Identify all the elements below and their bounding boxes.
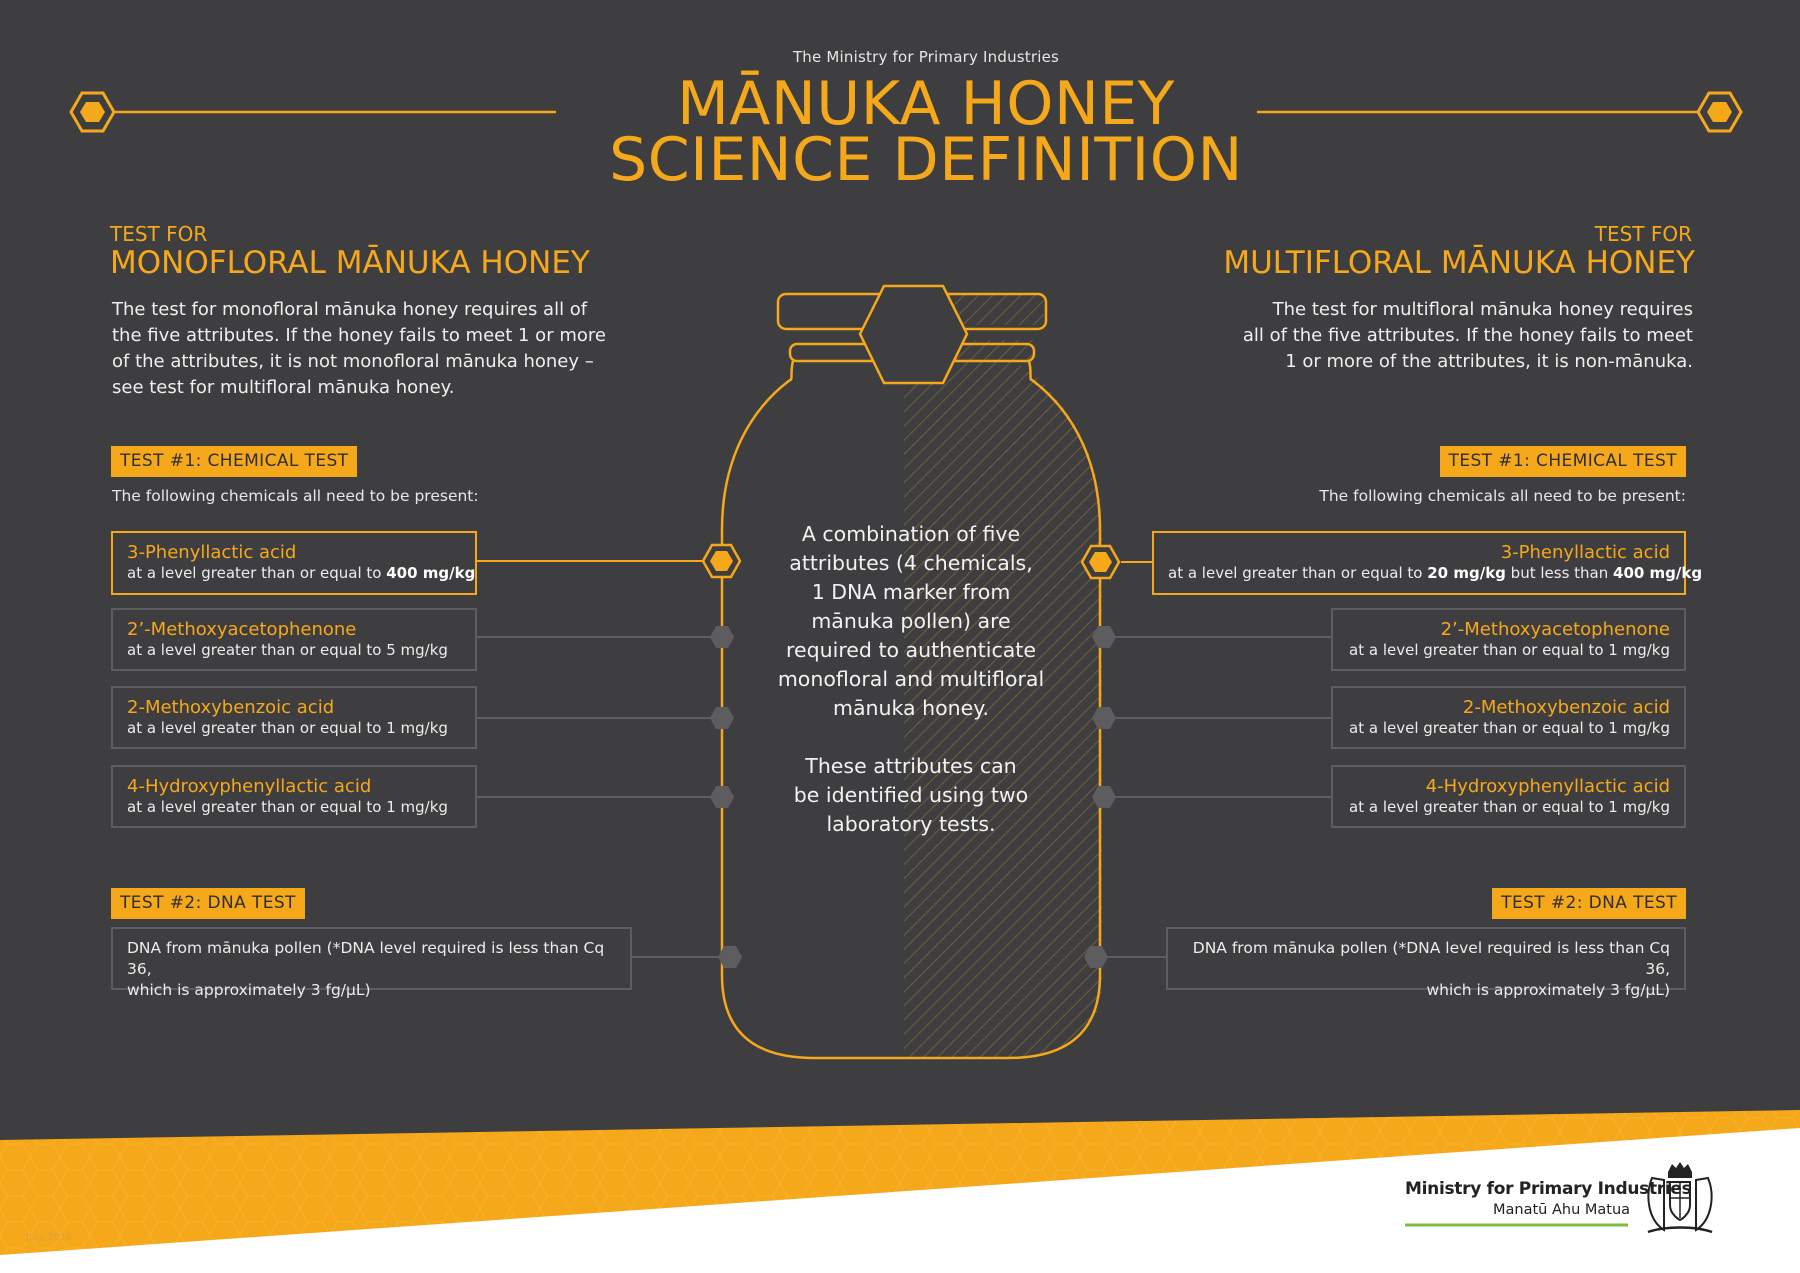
multifloral-intro	[1213, 297, 1693, 375]
center-line: laboratory tests.	[826, 812, 996, 836]
monofloral-heading: MONOFLORAL MĀNUKA HONEY	[110, 245, 590, 281]
multifloral-chemical-methoxybenzoic	[1331, 686, 1686, 749]
connectors-right	[1082, 546, 1333, 968]
multifloral-dna-requirement	[1166, 927, 1686, 999]
intro-line: the five attributes. If the honey fails to meet 1 or more	[112, 325, 606, 346]
monofloral-chemical-methoxybenzoic	[111, 686, 477, 749]
intro-line: The test for monofloral mānuka honey requires all of	[112, 299, 588, 320]
center-description	[770, 520, 1052, 839]
ministry-maori-name: Manatū Ahu Matua	[1493, 1202, 1631, 1218]
ministry-name: Ministry for Primary Industries	[1405, 1179, 1692, 1199]
monofloral-chemical-3-phenyllactic	[111, 531, 477, 595]
chemical-requirement: at a level greater than or equal to 5 mg/kg	[127, 641, 448, 659]
intro-line: The test for multifloral mānuka honey requires	[1272, 299, 1693, 320]
chemical-name: 2’-Methoxyacetophenone	[127, 619, 357, 640]
chemical-requirement: at a level greater than or equal to 1 mg/kg	[1349, 798, 1670, 816]
dna-line: DNA from mānuka pollen (*DNA level required is less than Cq 36,	[1192, 939, 1670, 978]
chemical-requirement: at a level greater than or equal to 1 mg/kg	[1349, 719, 1670, 737]
requirement-value-upper: 400 mg/kg	[1613, 564, 1703, 582]
chemical-name: 3-Phenyllactic acid	[1500, 542, 1670, 563]
requirement-value: 20 mg/kg	[1427, 564, 1506, 582]
publication-date: July 2018	[26, 1232, 73, 1243]
chemical-requirement: at a level greater than or equal to 1 mg/kg	[127, 719, 448, 737]
center-line: A combination of five	[801, 522, 1021, 546]
chemical-requirement: at a level greater than or equal to 1 mg/kg	[1349, 641, 1670, 659]
page-title-line1: MĀNUKA HONEY	[677, 69, 1175, 139]
multifloral-chemical-3-phenyllactic	[1152, 531, 1703, 595]
monofloral-intro	[112, 297, 612, 401]
chemical-name: 4-Hydroxyphenyllactic acid	[1425, 776, 1670, 797]
requirement-text: at a level greater than or equal to	[127, 564, 387, 582]
chemical-name: 2-Methoxybenzoic acid	[127, 697, 335, 718]
center-line: mānuka honey.	[833, 696, 989, 720]
dna-line: which is approximately 3 fg/μL)	[1426, 981, 1670, 999]
chemical-name: 4-Hydroxyphenyllactic acid	[127, 776, 372, 797]
center-line: attributes (4 chemicals,	[789, 551, 1033, 575]
multifloral-chemical-intro: The following chemicals all need to be present:	[1319, 487, 1686, 505]
requirement-text: but less than	[1505, 564, 1614, 582]
chemical-requirement: at a level greater than or equal to 1 mg/kg	[127, 798, 448, 816]
center-line: be identified using two	[793, 783, 1029, 807]
intro-line: see test for multifloral mānuka honey.	[112, 377, 455, 398]
intro-line: of the attributes, it is not monofloral mānuka honey –	[112, 351, 594, 372]
requirement-text: at a level greater than or equal to	[1168, 564, 1428, 582]
center-line: required to authenticate	[786, 638, 1036, 662]
chemical-name: 3-Phenyllactic acid	[127, 542, 297, 563]
center-line: 1 DNA marker from	[811, 580, 1011, 604]
chemical-name: 2-Methoxybenzoic acid	[1462, 697, 1670, 718]
chemical-requirement	[127, 563, 476, 583]
connectors-left	[476, 545, 742, 968]
monofloral-chemical-test-label: TEST #1: CHEMICAL TEST	[111, 446, 357, 477]
requirement-value: 400 mg/kg	[386, 564, 476, 582]
center-line: These attributes can	[805, 754, 1017, 778]
center-line: monofloral and multifloral	[777, 667, 1045, 691]
monofloral-chemical-hydroxyphenyllactic	[111, 765, 477, 828]
chemical-requirement	[1168, 563, 1703, 583]
multifloral-kicker: TEST FOR	[1594, 222, 1692, 246]
monofloral-chemical-methoxyacetophenone	[111, 608, 477, 671]
organisation-label: The Ministry for Primary Industries	[792, 48, 1060, 66]
monofloral-chemical-intro: The following chemicals all need to be present:	[112, 487, 479, 505]
intro-line: 1 or more of the attributes, it is non-mānuka.	[1285, 351, 1693, 372]
monofloral-dna-requirement	[111, 927, 632, 999]
dna-line: which is approximately 3 fg/μL)	[127, 981, 371, 999]
center-line: mānuka pollen) are	[811, 609, 1011, 633]
multifloral-chemical-methoxyacetophenone	[1331, 608, 1686, 671]
page-title-line2: SCIENCE DEFINITION	[609, 125, 1243, 195]
monofloral-kicker: TEST FOR	[110, 222, 208, 246]
monofloral-dna-test-label: TEST #2: DNA TEST	[111, 888, 305, 919]
intro-line: all of the five attributes. If the honey fails to meet	[1242, 325, 1693, 346]
paragraph-spacer	[770, 723, 1052, 752]
multifloral-chemical-hydroxyphenyllactic	[1331, 765, 1686, 828]
multifloral-chemical-test-label: TEST #1: CHEMICAL TEST	[1440, 446, 1686, 477]
multifloral-heading: MULTIFLORAL MĀNUKA HONEY	[1223, 245, 1695, 281]
chemical-name: 2’-Methoxyacetophenone	[1440, 619, 1670, 640]
dna-line: DNA from mānuka pollen (*DNA level required is less than Cq 36,	[127, 939, 605, 978]
multifloral-dna-test-label: TEST #2: DNA TEST	[1492, 888, 1686, 919]
